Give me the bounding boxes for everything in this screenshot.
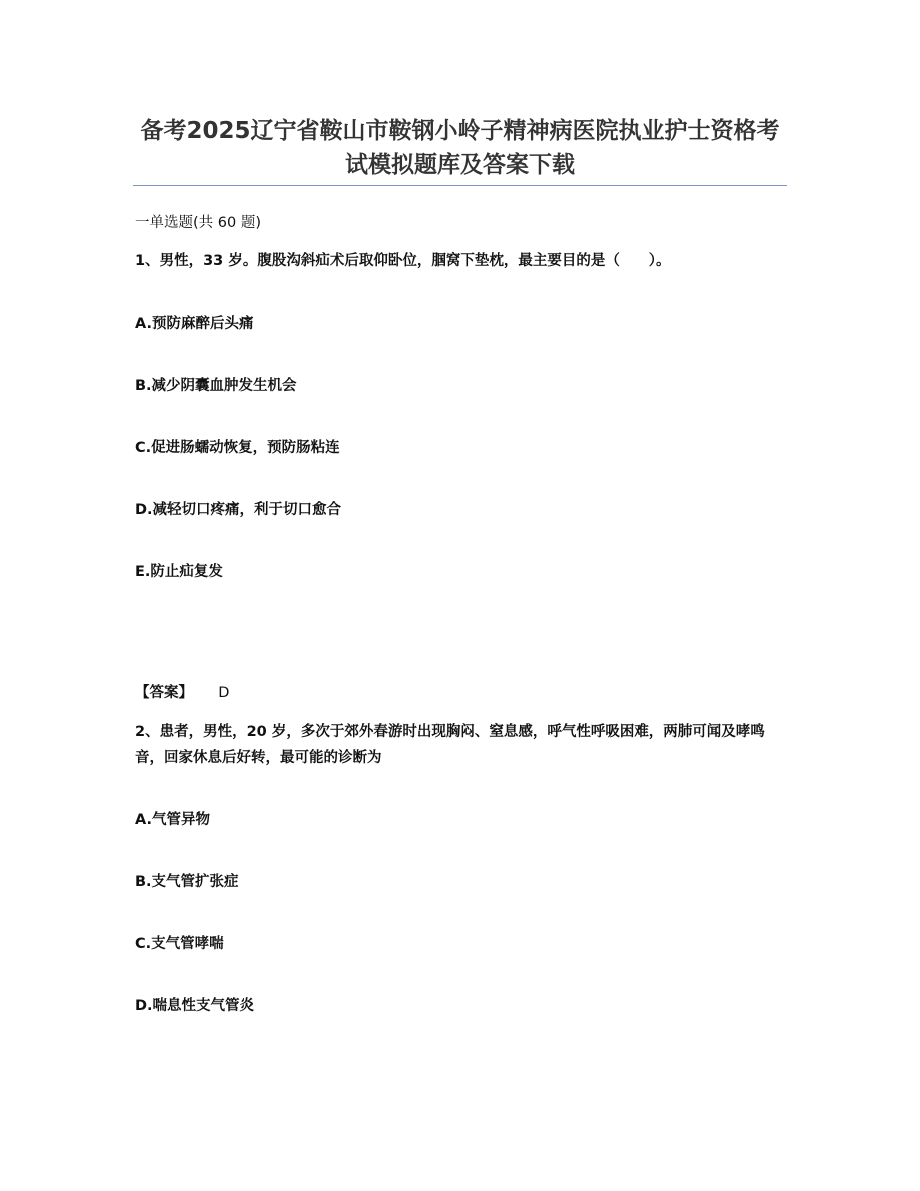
title-divider: [133, 185, 787, 186]
question-1-stem: 1、男性，33 岁。腹股沟斜疝术后取仰卧位，腘窝下垫枕，最主要目的是（ ）。: [135, 253, 671, 269]
document-title: 备考2025辽宁省鞍山市鞍钢小岭子精神病医院执业护士资格考试模拟题库及答案下载: [140, 118, 780, 178]
question-1-answer: [135, 683, 229, 703]
answer-label: 【答案】: [135, 685, 193, 701]
question-2-option-c: C.支气管哮喘: [135, 936, 224, 952]
question-1-option-a: A.预防麻醉后头痛: [135, 316, 254, 332]
question-2-option-a: A.气管异物: [135, 812, 210, 828]
question-1-option-d: D.减轻切口疼痛，利于切口愈合: [135, 502, 342, 518]
section-header: 一单选题(共 60 题): [135, 215, 261, 231]
answer-value: D: [218, 685, 230, 701]
question-2-option-b: B.支气管扩张症: [135, 874, 239, 890]
question-1-option-b: B.减少阴囊血肿发生机会: [135, 378, 297, 394]
question-2-option-d: D.喘息性支气管炎: [135, 998, 255, 1014]
question-2-stem: 2、患者，男性，20 岁，多次于郊外春游时出现胸闷、窒息感，呼气性呼吸困难，两肺可闻及哮鸣音，回家休息后好转，最可能的诊断为: [135, 724, 765, 766]
question-1-option-c: C.促进肠蠕动恢复，预防肠粘连: [135, 440, 340, 456]
question-1-option-e: E.防止疝复发: [135, 564, 223, 580]
